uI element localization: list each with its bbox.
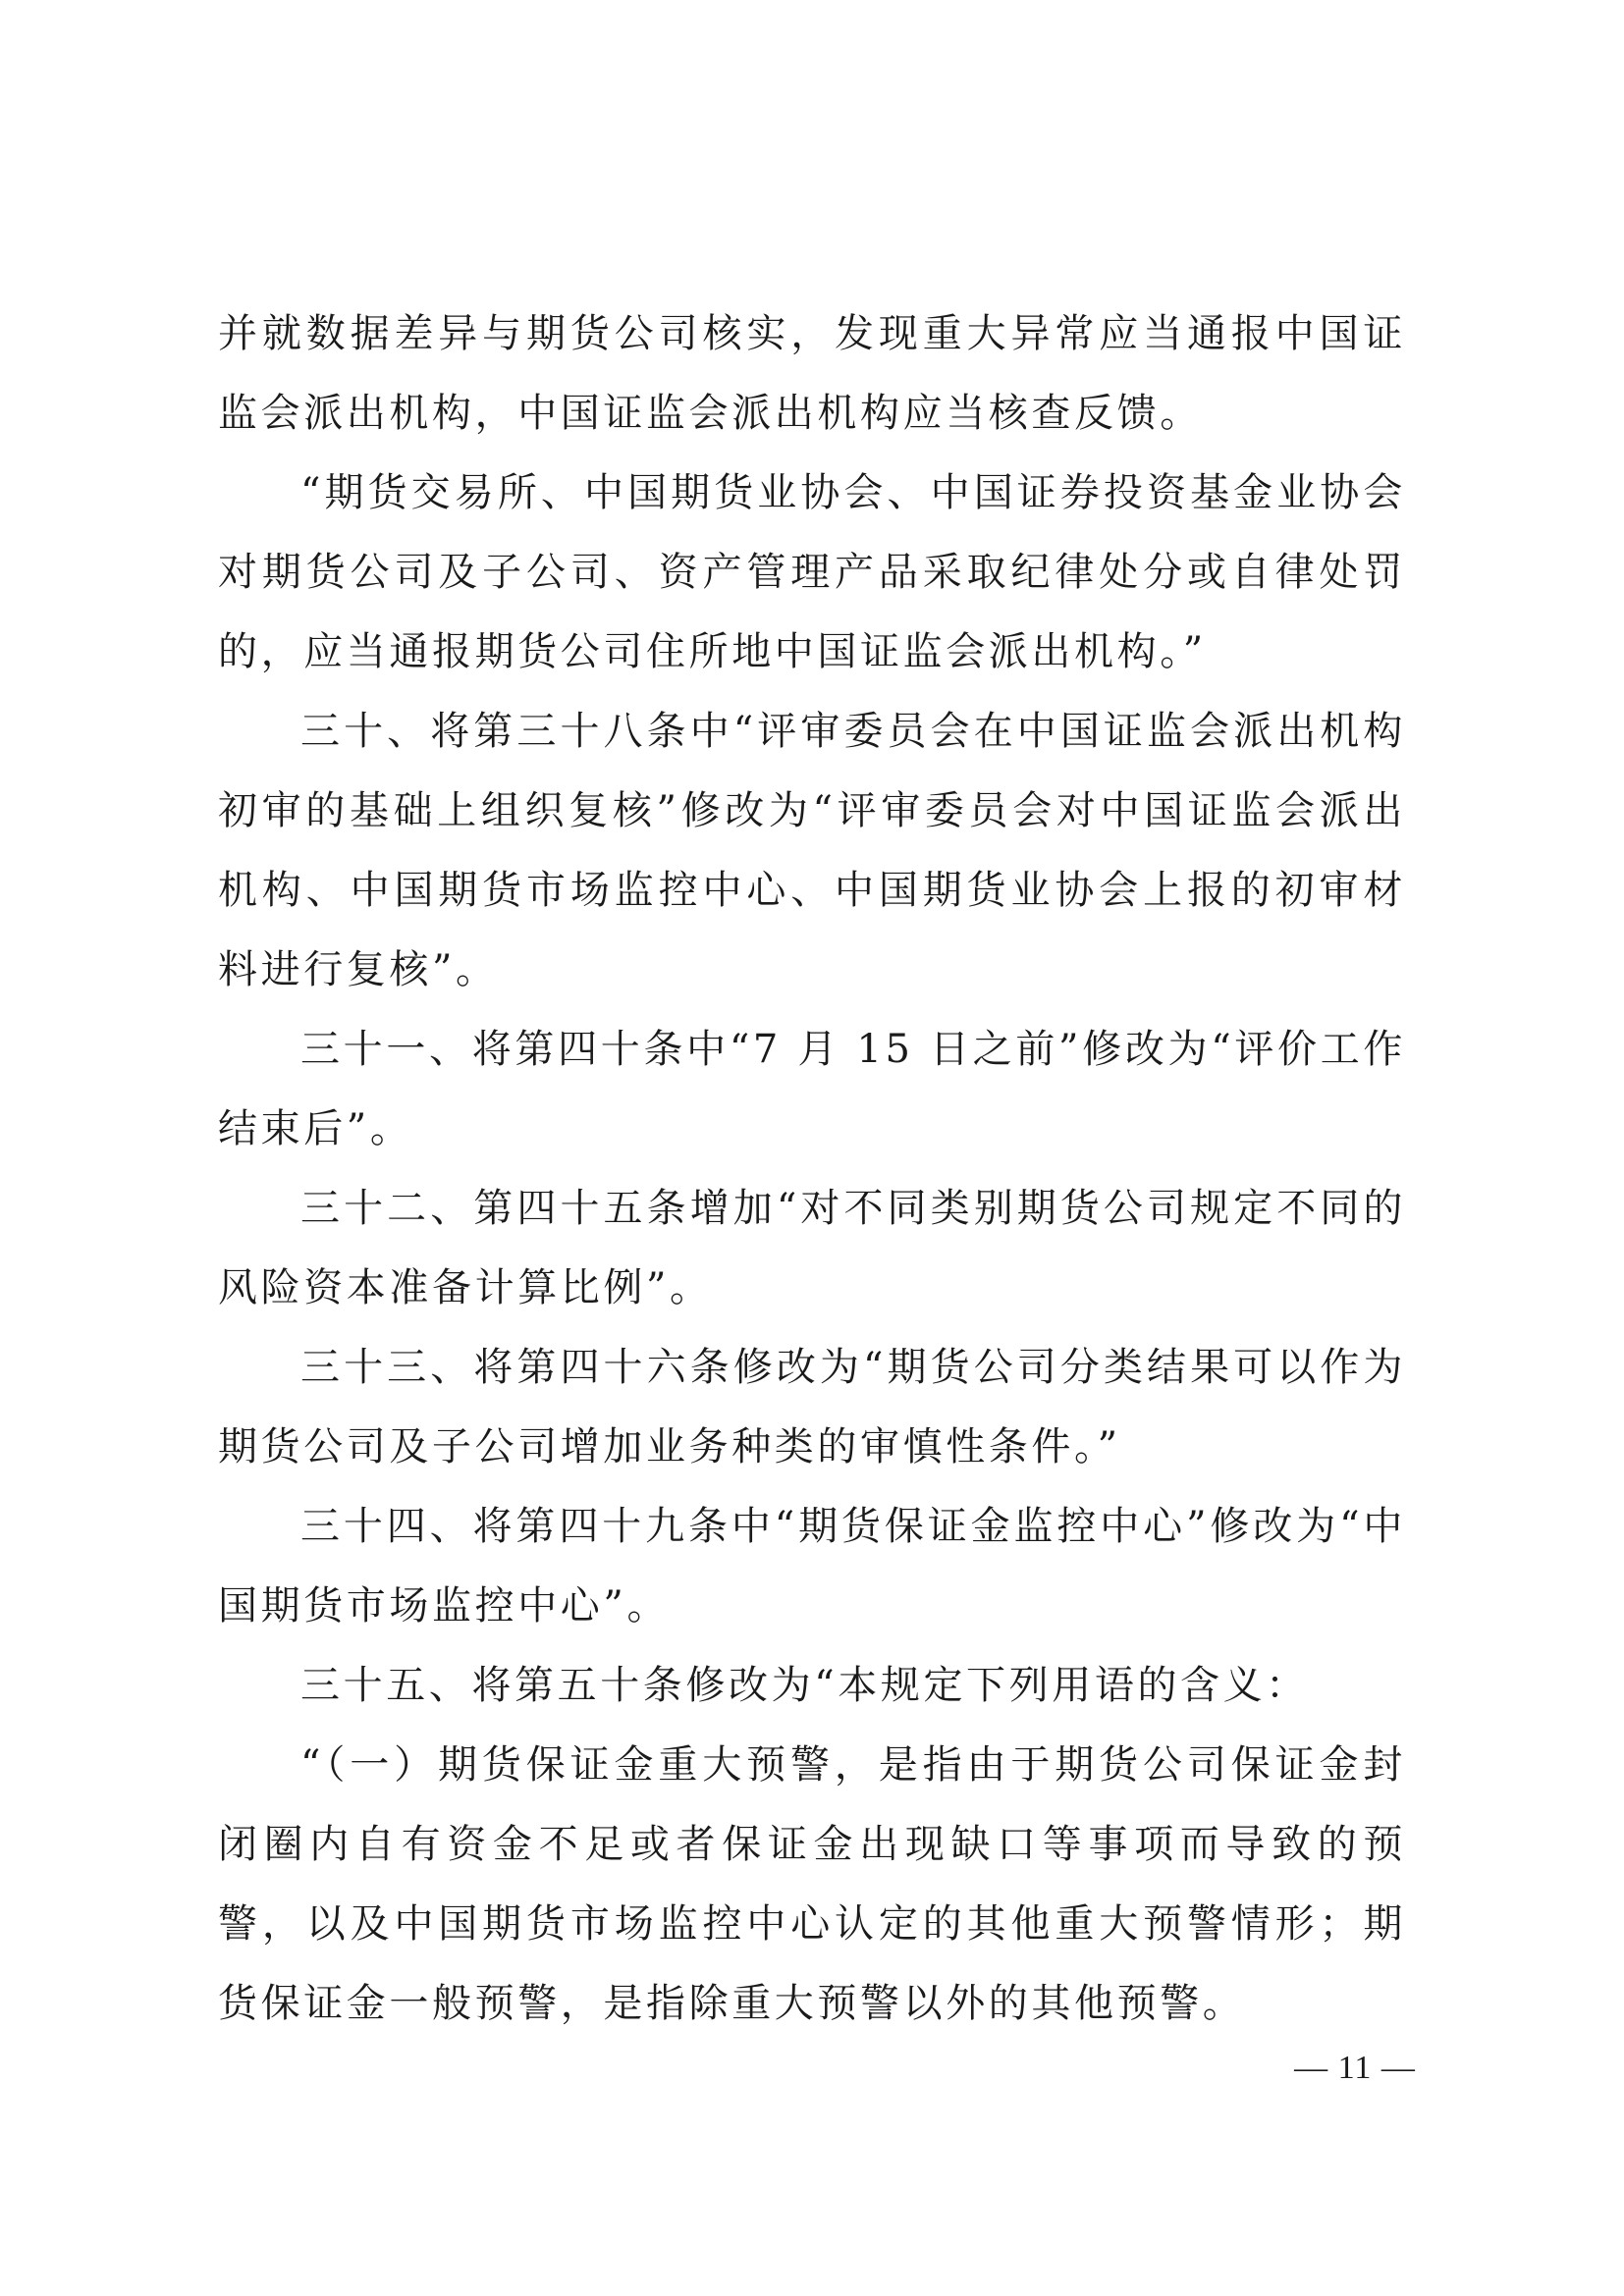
paragraph-continuation: 并就数据差异与期货公司核实，发现重大异常应当通报中国证监会派出机构，中国证监会派出机构应当核查反馈。: [218, 311, 1406, 436]
paragraph-definition-1: “（一）期货保证金重大预警，是指由于期货公司保证金封闭圈内自有资金不足或者保证金出现缺口等事项而导致的预警，以及中国期货市场监控中心认定的其他重大预警情形；期货保证金一般预警，是指除重大预警以外的其他预警。: [218, 1742, 1406, 2026]
paragraph-item-30: 三十、将第三十八条中“评审委员会在中国证监会派出机构初审的基础上组织复核”修改为“评审委员会对中国证监会派出机构、中国期货市场监控中心、中国期货业协会上报的初审材料进行复核”。: [218, 709, 1406, 992]
document-body: [218, 294, 1406, 2044]
paragraph-item-33: 三十三、将第四十六条修改为“期货公司分类结果可以作为期货公司及子公司增加业务种类的审慎性条件。”: [218, 1345, 1406, 1469]
page-number: — 11 —: [1294, 2050, 1416, 2086]
paragraph-item-34: 三十四、将第四十九条中“期货保证金监控中心”修改为“中国期货市场监控中心”。: [218, 1504, 1406, 1629]
paragraph-notification-rule: “期货交易所、中国期货业协会、中国证券投资基金业协会对期货公司及子公司、资产管理产品采取纪律处分或自律处罚的，应当通报期货公司住所地中国证监会派出机构。”: [218, 470, 1406, 674]
paragraph-item-31: 三十一、将第四十条中“7 月 15 日之前”修改为“评价工作结束后”。: [218, 1027, 1406, 1151]
paragraph-item-35: 三十五、将第五十条修改为“本规定下列用语的含义：: [300, 1663, 1309, 1708]
paragraph-item-32: 三十二、第四十五条增加“对不同类别期货公司规定不同的风险资本准备计算比例”。: [218, 1186, 1406, 1310]
